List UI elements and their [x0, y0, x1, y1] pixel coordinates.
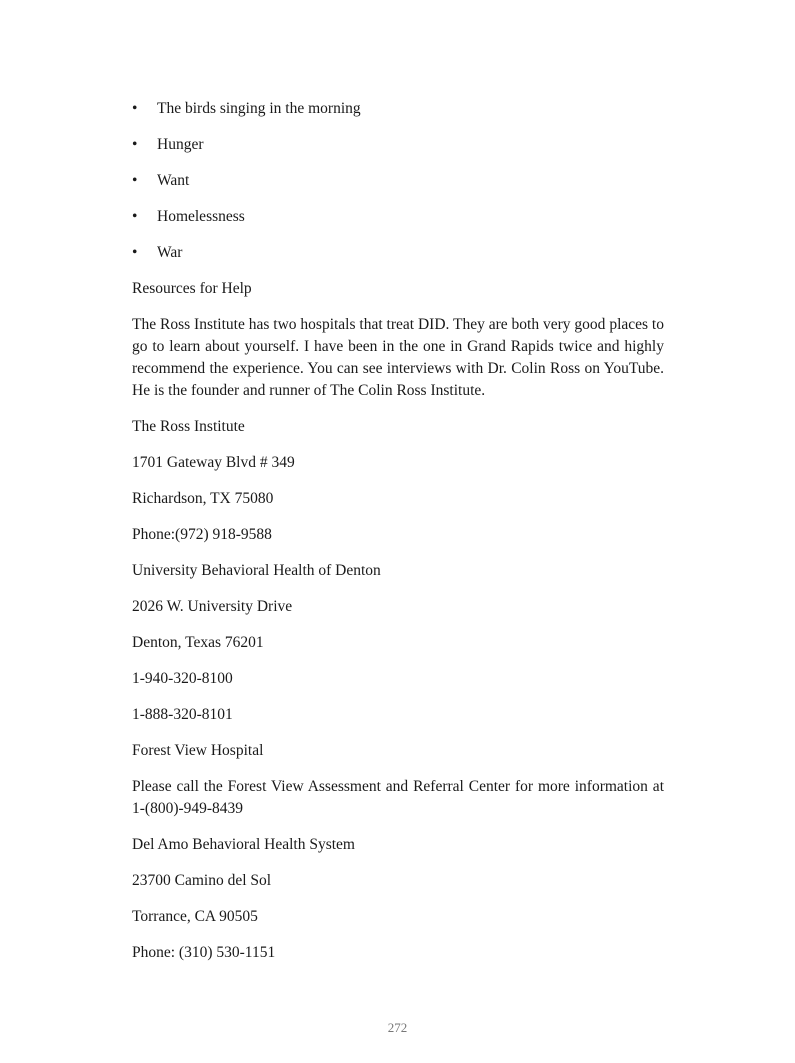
- bullet-item: [132, 98, 664, 120]
- bullet-text: The birds singing in the morning: [157, 100, 361, 117]
- address-line: 1701 Gateway Blvd # 349: [132, 454, 295, 471]
- address-line: University Behavioral Health of Denton: [132, 562, 381, 579]
- address-line: Phone: (310) 530-1151: [132, 944, 276, 961]
- bullet-text: Homelessness: [157, 208, 245, 225]
- bullet-list: [132, 98, 664, 264]
- page-content: [132, 98, 664, 978]
- bullet-item: [132, 134, 664, 156]
- address-line: Denton, Texas 76201: [132, 634, 264, 651]
- bullet-dot: •: [132, 244, 138, 261]
- bullet-item: [132, 170, 664, 192]
- bullet-text: War: [157, 244, 183, 261]
- body-paragraph: The Ross Institute has two hospitals that treat DID. They are both very good places to go to learn about yourself. I have been in the one in Grand Rapids twice and highly recommend the experience. You can see interviews with Dr. Colin Ross on YouTube. He is the founder and runner of The Colin Ross Institute.: [132, 316, 664, 399]
- address-line: Phone:(972) 918-9588: [132, 526, 272, 543]
- section-heading: Resources for Help: [132, 280, 252, 297]
- bullet-item: [132, 242, 664, 264]
- address-line: Torrance, CA 90505: [132, 908, 258, 925]
- address-line: The Ross Institute: [132, 418, 245, 435]
- bullet-item: [132, 206, 664, 228]
- address-line: Del Amo Behavioral Health System: [132, 836, 355, 853]
- bullet-dot: •: [132, 208, 138, 225]
- address-line: 1-940-320-8100: [132, 670, 233, 687]
- bullet-dot: •: [132, 136, 138, 153]
- address-line: Forest View Hospital: [132, 742, 264, 759]
- page-number: 272: [387, 1020, 408, 1035]
- body-paragraph: Please call the Forest View Assessment and Referral Center for more information at 1-(800)-949-8439: [132, 778, 664, 817]
- bullet-dot: •: [132, 100, 138, 117]
- bullet-dot: •: [132, 172, 138, 189]
- address-line: 1-888-320-8101: [132, 706, 233, 723]
- bullet-text: Hunger: [157, 136, 204, 153]
- bullet-text: Want: [157, 172, 190, 189]
- address-line: Richardson, TX 75080: [132, 490, 274, 507]
- address-line: 23700 Camino del Sol: [132, 872, 272, 889]
- address-line: 2026 W. University Drive: [132, 598, 293, 615]
